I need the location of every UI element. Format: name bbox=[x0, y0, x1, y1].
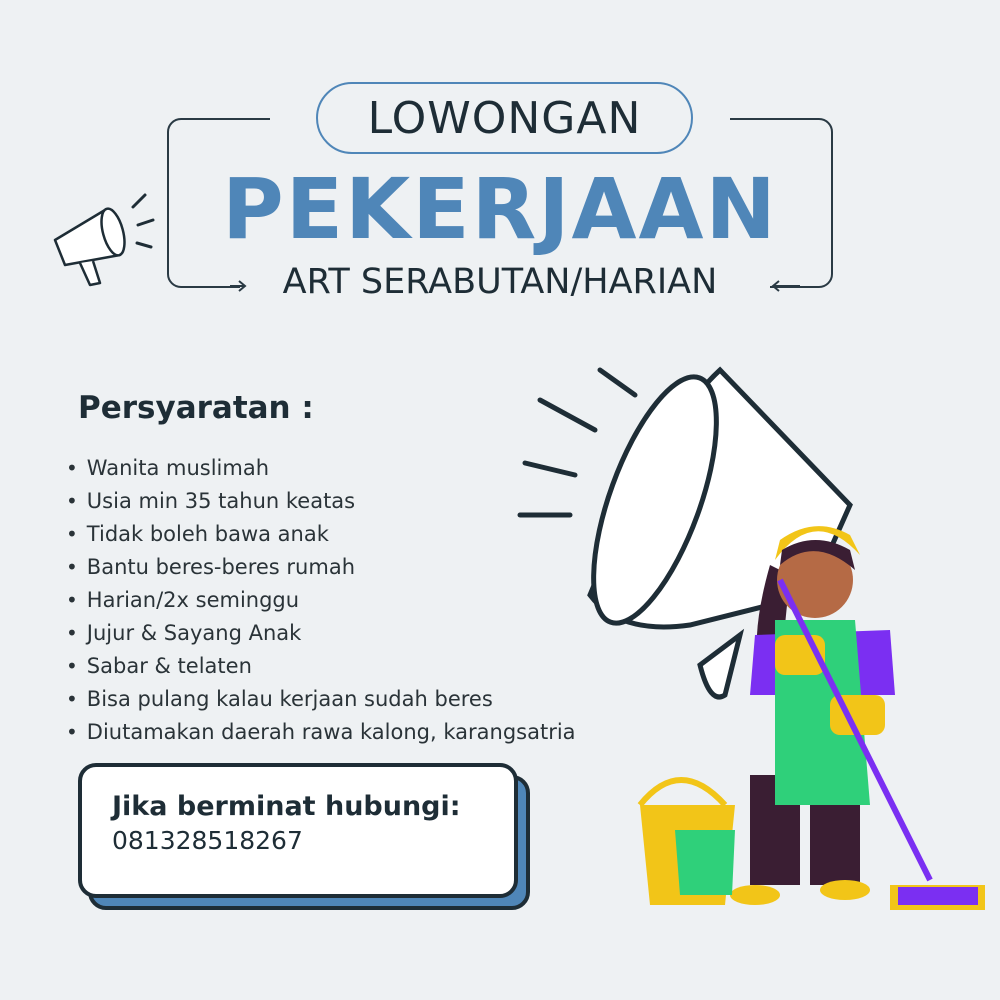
list-item: • Jujur & Sayang Anak bbox=[66, 617, 576, 650]
list-item: • Tidak boleh bawa anak bbox=[66, 518, 576, 551]
illustration-woman-megaphone bbox=[510, 335, 1000, 935]
requirements-title: Persyaratan : bbox=[78, 390, 314, 426]
list-item: • Usia min 35 tahun keatas bbox=[66, 485, 576, 518]
small-megaphone-icon bbox=[45, 185, 160, 295]
page-title: PEKERJAAN bbox=[222, 160, 778, 258]
list-item: • Diutamakan daerah rawa kalong, karangsatria bbox=[66, 716, 576, 749]
woman-icon bbox=[730, 526, 985, 910]
requirements-list bbox=[66, 452, 576, 749]
contact-phone: 081328518267 bbox=[112, 826, 303, 855]
page-subtitle: ART SERABUTAN/HARIAN bbox=[282, 262, 718, 302]
contact-title: Jika berminat hubungi: bbox=[112, 791, 461, 822]
bucket-icon bbox=[640, 780, 735, 905]
list-item: • Harian/2x seminggu bbox=[66, 584, 576, 617]
lowongan-pill: LOWONGAN bbox=[316, 82, 693, 154]
list-item: • Wanita muslimah bbox=[66, 452, 576, 485]
list-item: • Bisa pulang kalau kerjaan sudah beres bbox=[66, 683, 576, 716]
contact-box bbox=[78, 763, 518, 898]
list-item: • Sabar & telaten bbox=[66, 650, 576, 683]
list-item: • Bantu beres-beres rumah bbox=[66, 551, 576, 584]
